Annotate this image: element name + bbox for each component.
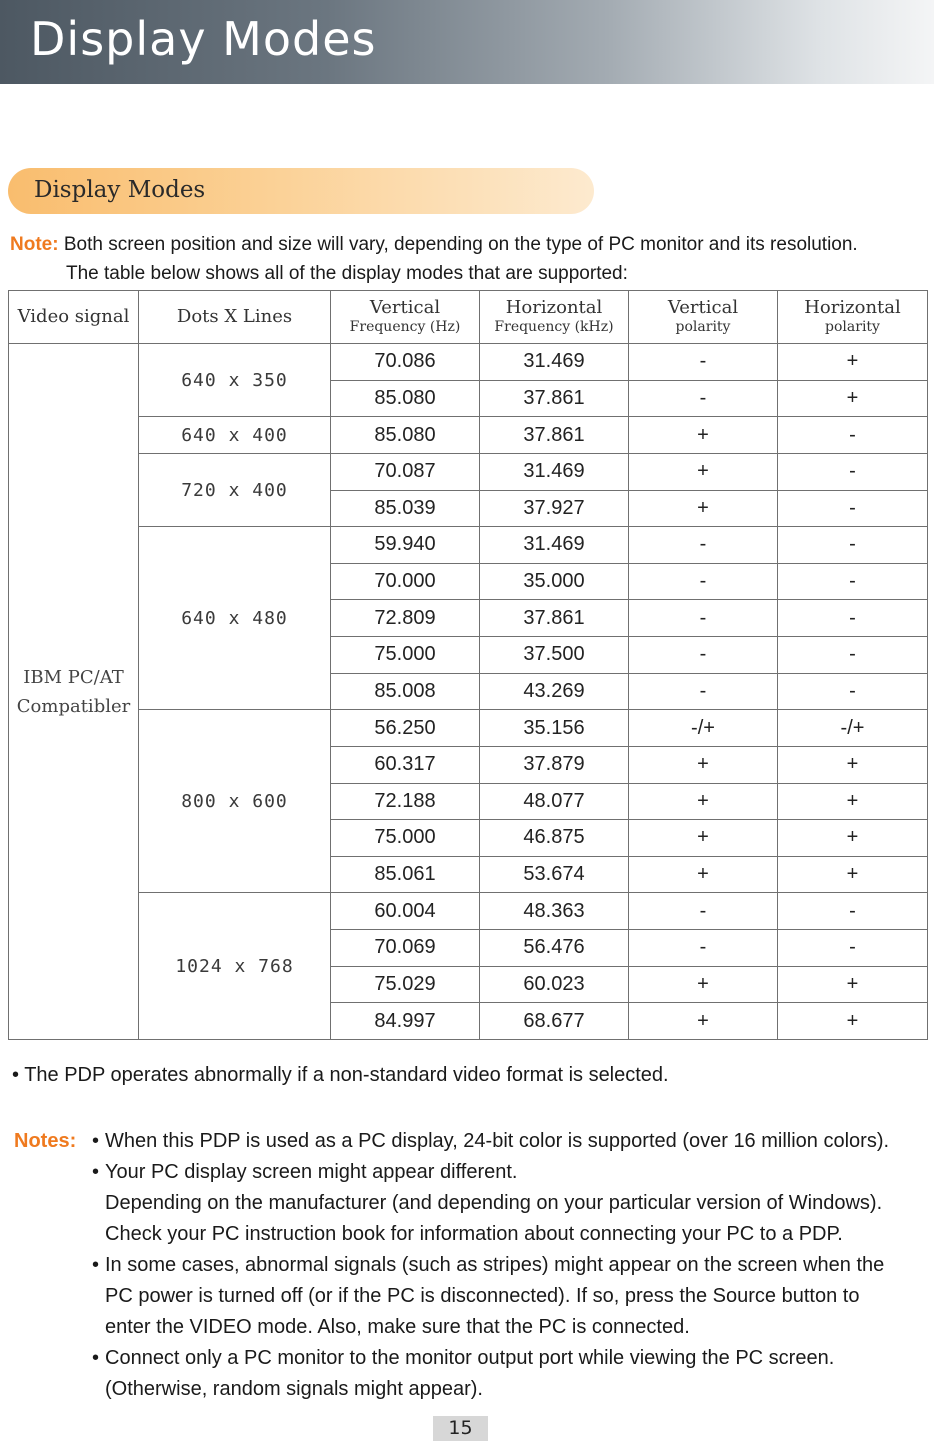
vertical-frequency-cell: 70.069 — [331, 930, 480, 967]
horizontal-polarity-cell: -/+ — [778, 710, 928, 747]
horizontal-frequency-cell: 56.476 — [480, 930, 629, 967]
vertical-frequency-cell: 85.039 — [331, 490, 480, 527]
note-item — [92, 1343, 934, 1405]
vertical-polarity-cell: + — [629, 1003, 778, 1040]
bullet-icon: • — [92, 1347, 100, 1369]
table-row — [9, 893, 928, 930]
header-vertical-frequency-unit: Frequency (Hz) — [349, 319, 461, 335]
intro-note — [10, 230, 925, 288]
table-row — [9, 527, 928, 564]
header-vertical-frequency — [331, 291, 480, 344]
horizontal-polarity-cell: - — [778, 417, 928, 454]
horizontal-frequency-cell: 35.000 — [480, 563, 629, 600]
note-item — [92, 1250, 934, 1343]
notes-list — [92, 1126, 934, 1405]
vertical-frequency-cell: 60.004 — [331, 893, 480, 930]
horizontal-frequency-cell: 31.469 — [480, 527, 629, 564]
vertical-frequency-cell: 70.086 — [331, 344, 480, 381]
table-row — [9, 453, 928, 490]
vertical-polarity-cell: - — [629, 673, 778, 710]
horizontal-frequency-cell: 35.156 — [480, 710, 629, 747]
vertical-polarity-cell: + — [629, 490, 778, 527]
table-row — [9, 344, 928, 381]
note-line: Depending on the manufacturer (and depending on your particular version of Windows). — [105, 1192, 883, 1214]
vertical-frequency-cell: 84.997 — [331, 1003, 480, 1040]
table-header-row — [9, 291, 928, 344]
video-signal-line2: Compatibler — [16, 695, 131, 717]
vertical-polarity-cell: - — [629, 930, 778, 967]
header-dots-lines: Dots X Lines — [139, 291, 331, 344]
horizontal-frequency-cell: 48.077 — [480, 783, 629, 820]
vertical-polarity-cell: + — [629, 820, 778, 857]
pdp-warning: • The PDP operates abnormally if a non-standard video format is selected. — [12, 1064, 669, 1086]
horizontal-polarity-cell: - — [778, 527, 928, 564]
page-number: 15 — [433, 1416, 488, 1441]
vertical-frequency-cell: 85.080 — [331, 417, 480, 454]
vertical-polarity-cell: -/+ — [629, 710, 778, 747]
resolution-cell: 640 x 350 — [139, 344, 331, 417]
note-line: (Otherwise, random signals might appear). — [105, 1378, 483, 1400]
vertical-frequency-cell: 85.080 — [331, 380, 480, 417]
horizontal-frequency-cell: 37.927 — [480, 490, 629, 527]
horizontal-polarity-cell: + — [778, 746, 928, 783]
page-title: Display Modes — [30, 12, 377, 66]
resolution-cell: 640 x 400 — [139, 417, 331, 454]
horizontal-frequency-cell: 48.363 — [480, 893, 629, 930]
header-horizontal-polarity-title: Horizontal — [804, 297, 901, 318]
horizontal-frequency-cell: 43.269 — [480, 673, 629, 710]
horizontal-polarity-cell: + — [778, 380, 928, 417]
horizontal-polarity-cell: + — [778, 820, 928, 857]
horizontal-frequency-cell: 68.677 — [480, 1003, 629, 1040]
horizontal-polarity-cell: + — [778, 1003, 928, 1040]
header-vertical-frequency-title: Vertical — [369, 297, 441, 318]
header-vertical-polarity-sub: polarity — [675, 319, 731, 335]
section-header — [8, 168, 594, 214]
header-horizontal-frequency — [480, 291, 629, 344]
header-horizontal-frequency-title: Horizontal — [505, 297, 603, 318]
vertical-polarity-cell: - — [629, 893, 778, 930]
horizontal-polarity-cell: - — [778, 930, 928, 967]
table-body — [9, 344, 928, 1040]
header-banner — [0, 0, 934, 84]
vertical-frequency-cell: 75.029 — [331, 966, 480, 1003]
note-line: Your PC display screen might appear different. — [105, 1161, 518, 1183]
bullet-icon: • — [92, 1130, 100, 1152]
horizontal-frequency-cell: 53.674 — [480, 856, 629, 893]
bullet-icon: • — [92, 1254, 100, 1276]
vertical-frequency-cell: 75.000 — [331, 637, 480, 674]
vertical-frequency-cell: 60.317 — [331, 746, 480, 783]
vertical-polarity-cell: - — [629, 637, 778, 674]
vertical-polarity-cell: - — [629, 527, 778, 564]
note-label: Note: — [10, 234, 59, 255]
vertical-polarity-cell: + — [629, 746, 778, 783]
header-vertical-polarity-title: Vertical — [667, 297, 739, 318]
vertical-polarity-cell: + — [629, 453, 778, 490]
vertical-polarity-cell: + — [629, 417, 778, 454]
horizontal-frequency-cell: 46.875 — [480, 820, 629, 857]
vertical-frequency-cell: 85.008 — [331, 673, 480, 710]
note-line: In some cases, abnormal signals (such as stripes) might appear on the screen when the — [105, 1254, 885, 1276]
horizontal-polarity-cell: - — [778, 490, 928, 527]
vertical-polarity-cell: + — [629, 966, 778, 1003]
vertical-frequency-cell: 72.809 — [331, 600, 480, 637]
note-line: When this PDP is used as a PC display, 24-bit color is supported (over 16 million colors). — [105, 1130, 890, 1152]
horizontal-frequency-cell: 31.469 — [480, 453, 629, 490]
resolution-cell: 720 x 400 — [139, 453, 331, 526]
horizontal-frequency-cell: 37.861 — [480, 417, 629, 454]
vertical-frequency-cell: 75.000 — [331, 820, 480, 857]
resolution-cell: 640 x 480 — [139, 527, 331, 710]
vertical-frequency-cell: 59.940 — [331, 527, 480, 564]
header-horizontal-polarity-sub: polarity — [825, 319, 880, 335]
horizontal-frequency-cell: 31.469 — [480, 344, 629, 381]
display-modes-table — [8, 290, 928, 1040]
video-signal-line1: IBM PC/AT — [23, 666, 124, 688]
note-line: Connect only a PC monitor to the monitor output port while viewing the PC screen. — [105, 1347, 835, 1369]
notes-label: Notes: — [14, 1130, 77, 1152]
vertical-frequency-cell: 85.061 — [331, 856, 480, 893]
header-video-signal: Video signal — [9, 291, 139, 344]
table-row — [9, 417, 928, 454]
note-line: Check your PC instruction book for information about connecting your PC to a PDP. — [105, 1223, 843, 1245]
vertical-frequency-cell: 56.250 — [331, 710, 480, 747]
vertical-polarity-cell: + — [629, 856, 778, 893]
section-title: Display Modes — [34, 177, 206, 203]
bullet-icon: • — [92, 1161, 100, 1183]
horizontal-polarity-cell: + — [778, 783, 928, 820]
horizontal-frequency-cell: 37.861 — [480, 600, 629, 637]
resolution-cell: 1024 x 768 — [139, 893, 331, 1040]
note-text-line2: The table below shows all of the display modes that are supported: — [66, 263, 628, 284]
vertical-frequency-cell: 70.087 — [331, 453, 480, 490]
vertical-polarity-cell: - — [629, 344, 778, 381]
note-item — [92, 1157, 934, 1250]
header-horizontal-polarity — [778, 291, 928, 344]
vertical-frequency-cell: 70.000 — [331, 563, 480, 600]
horizontal-polarity-cell: + — [778, 966, 928, 1003]
note-text-line1: Both screen position and size will vary, depending on the type of PC monitor and its resolution. — [63, 234, 858, 255]
resolution-cell: 800 x 600 — [139, 710, 331, 893]
horizontal-frequency-cell: 37.861 — [480, 380, 629, 417]
note-item — [92, 1126, 934, 1157]
horizontal-polarity-cell: - — [778, 637, 928, 674]
horizontal-polarity-cell: - — [778, 600, 928, 637]
horizontal-frequency-cell: 37.500 — [480, 637, 629, 674]
header-vertical-polarity — [629, 291, 778, 344]
horizontal-polarity-cell: - — [778, 563, 928, 600]
horizontal-polarity-cell: - — [778, 893, 928, 930]
horizontal-frequency-cell: 60.023 — [480, 966, 629, 1003]
vertical-polarity-cell: - — [629, 380, 778, 417]
note-line: enter the VIDEO mode. Also, make sure that the PC is connected. — [105, 1316, 690, 1338]
horizontal-polarity-cell: - — [778, 453, 928, 490]
horizontal-frequency-cell: 37.879 — [480, 746, 629, 783]
vertical-frequency-cell: 72.188 — [331, 783, 480, 820]
table-row — [9, 710, 928, 747]
header-horizontal-frequency-unit: Frequency (kHz) — [494, 319, 614, 335]
horizontal-polarity-cell: - — [778, 673, 928, 710]
horizontal-polarity-cell: + — [778, 344, 928, 381]
horizontal-polarity-cell: + — [778, 856, 928, 893]
vertical-polarity-cell: - — [629, 600, 778, 637]
vertical-polarity-cell: - — [629, 563, 778, 600]
vertical-polarity-cell: + — [629, 783, 778, 820]
note-line: PC power is turned off (or if the PC is disconnected). If so, press the Source button to — [105, 1285, 860, 1307]
video-signal-cell — [9, 344, 139, 1040]
